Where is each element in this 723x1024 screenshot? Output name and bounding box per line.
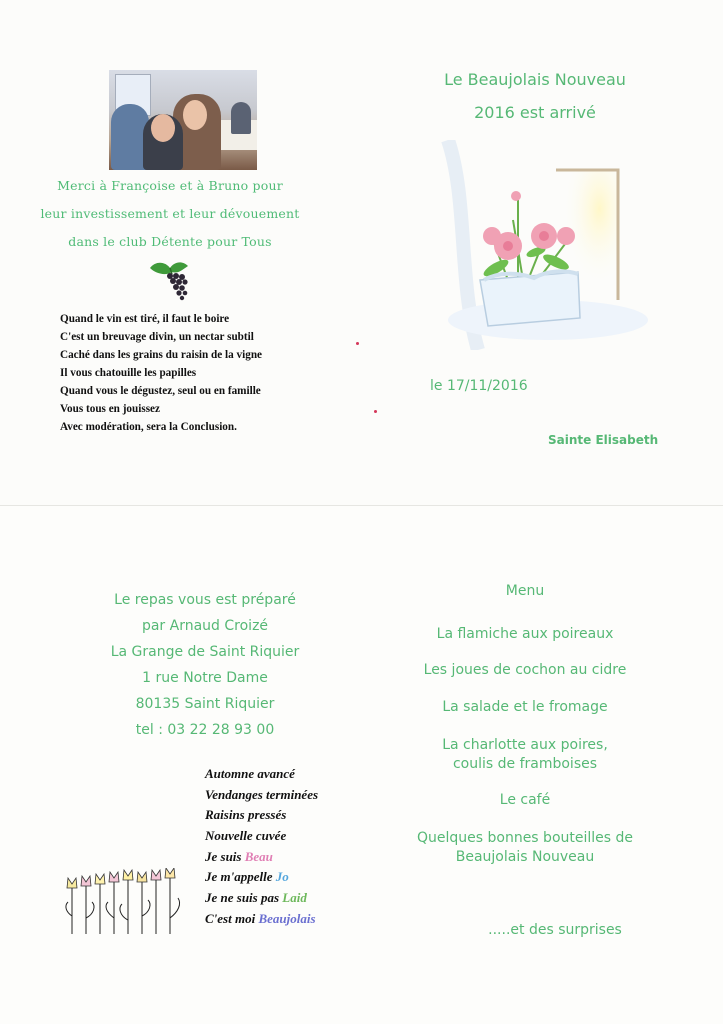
poem-line: Automne avancé — [205, 766, 295, 781]
paper-speck — [356, 342, 359, 345]
fold-line — [0, 505, 723, 506]
poem-text: Je ne suis pas — [205, 890, 283, 906]
restaurant-city: 80135 Saint Riquier — [135, 696, 275, 712]
menu-item-joues: Les joues de cochon au cidre — [423, 662, 627, 678]
flower-box-illustration — [438, 140, 648, 350]
menu-title: Menu — [505, 583, 545, 599]
word-jo: Jo — [275, 869, 289, 885]
poem-line: C'est un breuvage divin, un nectar subtil — [60, 331, 254, 343]
title-line-2: 2016 est arrivé — [474, 103, 596, 122]
poem-line: Nouvelle cuvée — [205, 828, 287, 844]
thanks-line-3: dans le club Détente pour Tous — [68, 234, 272, 249]
poem-line: Quand le vin est tiré, il faut le boire — [60, 313, 230, 325]
poem-line — [205, 909, 405, 930]
word-beaujolais: Beaujolais — [258, 910, 316, 926]
poem-line — [205, 888, 405, 909]
menu-item-cafe: Le café — [499, 792, 551, 808]
poem-line: Quand vous le dégustez, seul ou en famille — [60, 385, 261, 397]
thanks-line-1: Merci à Françoise et à Bruno pour — [57, 178, 283, 193]
menu-item-salade: La salade et le fromage — [442, 699, 608, 715]
group-photo — [109, 70, 257, 170]
poem-line — [205, 867, 405, 888]
poem-line: Avec modération, sera la Conclusion. — [60, 421, 237, 433]
poem-line: Caché dans les grains du raisin de la vigne — [60, 349, 263, 361]
menu-item-flamiche: La flamiche aux poireaux — [436, 626, 614, 642]
menu-item-line: Quelques bonnes bouteilles de — [416, 830, 634, 846]
thanks-line-2: leur investissement et leur dévouement — [40, 206, 300, 221]
wine-poem — [60, 310, 340, 436]
menu-item-charlotte — [400, 736, 650, 774]
word-laid: Laid — [282, 890, 307, 906]
menu-item-wine — [400, 829, 650, 867]
grape-bunch-icon — [148, 258, 196, 302]
restaurant-address: 1 rue Notre Dame — [142, 670, 268, 686]
restaurant-line-2: par Arnaud Croizé — [141, 618, 269, 634]
poem-line: Vendanges terminées — [205, 786, 319, 802]
restaurant-line-1: Le repas vous est préparé — [114, 592, 296, 608]
event-date: le 17/11/2016 — [430, 378, 528, 394]
paper-speck — [374, 410, 377, 413]
poem-line — [205, 847, 405, 868]
beaujolais-poem — [205, 764, 405, 930]
saint-of-the-day: Sainte Elisabeth — [548, 433, 659, 447]
word-beau: Beau — [244, 848, 273, 864]
poem-text: Je suis — [205, 848, 245, 864]
tulips-illustration — [64, 868, 188, 940]
poem-text: C'est moi — [205, 910, 259, 926]
menu-item-line: Beaujolais Nouveau — [455, 849, 595, 865]
poem-text: Je m'appelle — [205, 869, 276, 885]
menu-closing: .....et des surprises — [488, 922, 622, 938]
restaurant-line-3: La Grange de Saint Riquier — [110, 644, 300, 660]
poem-line: Il vous chatouille les papilles — [60, 367, 197, 379]
poem-line: Vous tous en jouissez — [60, 403, 160, 415]
menu-item-line: La charlotte aux poires, — [442, 737, 608, 753]
title-line-1: Le Beaujolais Nouveau — [444, 70, 626, 89]
restaurant-phone: tel : 03 22 28 93 00 — [135, 722, 275, 738]
poem-line: Raisins pressés — [205, 807, 287, 823]
menu-item-line: coulis de framboises — [452, 756, 598, 772]
